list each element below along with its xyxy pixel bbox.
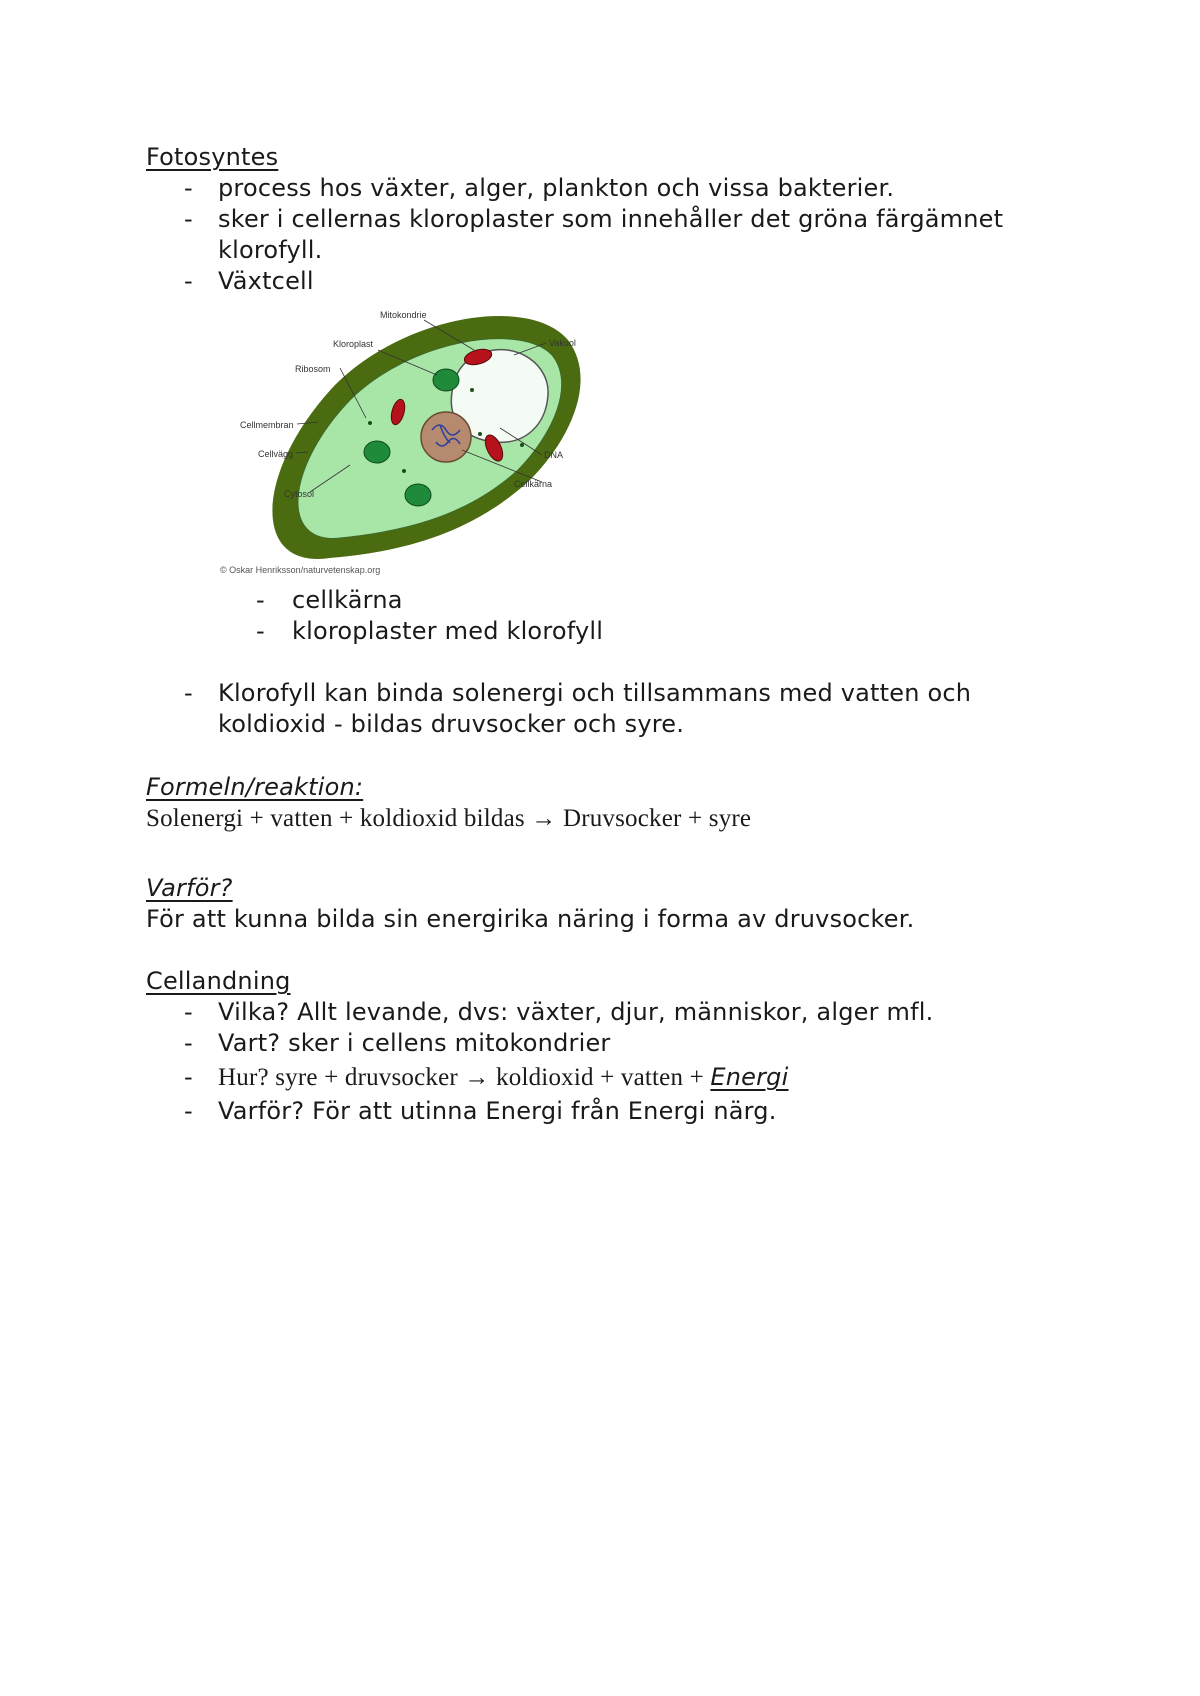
sub-bullet-cellkarna: cellkärna xyxy=(292,586,403,614)
bullet-vart: Vart? sker i cellens mitokondrier xyxy=(218,1029,611,1057)
bullet-dash: - xyxy=(184,998,193,1026)
bullet-dash: - xyxy=(256,586,265,614)
bullet-vilka: Vilka? Allt levande, dvs: växter, djur, människor, alger mfl. xyxy=(218,998,934,1026)
label-vakuol: Vakuol xyxy=(549,338,576,348)
label-dna: DNA xyxy=(544,450,564,460)
bullet-dash: - xyxy=(184,1029,193,1057)
image-credit: © Oskar Henriksson/naturvetenskap.org xyxy=(220,565,381,575)
label-mitokondrie: Mitokondrie xyxy=(380,310,427,320)
ribosome xyxy=(470,388,474,392)
label-ribosom: Ribosom xyxy=(295,364,331,374)
ribosome xyxy=(520,443,524,447)
bullet-klorofyll: Klorofyll kan binda solenergi och tillsammans med vatten och xyxy=(218,679,972,707)
bullet-varfor-energi: Varför? För att utinna Energi från Energi närg. xyxy=(218,1097,777,1125)
label-cellkarna: Cellkärna xyxy=(514,479,553,489)
bullet-dash: - xyxy=(256,617,265,645)
chloroplast xyxy=(405,484,431,506)
heading-formel: Formeln/reaktion: xyxy=(146,773,364,801)
bullet-dash: - xyxy=(184,1063,193,1091)
bullet-kloroplaster-cont: klorofyll. xyxy=(218,236,323,264)
label-kloroplast: Kloroplast xyxy=(333,339,374,349)
bullet-kloroplaster: sker i cellernas kloroplaster som innehåller det gröna färgämnet xyxy=(218,205,1004,233)
bullet-dash: - xyxy=(184,1097,193,1125)
bullet-hur-text: Hur? syre + druvsocker → koldioxid + vatten + xyxy=(218,1064,711,1091)
bullet-dash: - xyxy=(184,174,193,202)
bullet-hur-energi: Energi xyxy=(710,1063,789,1091)
plant-cell-diagram xyxy=(200,300,640,585)
heading-fotosyntes: Fotosyntes xyxy=(146,143,279,171)
chloroplast xyxy=(364,441,390,463)
ribosome xyxy=(478,432,482,436)
chloroplast xyxy=(433,369,459,391)
bullet-process: process hos växter, alger, plankton och vissa bakterier. xyxy=(218,174,895,202)
ribosome xyxy=(402,469,406,473)
formel-text: Solenergi + vatten + koldioxid bildas → Druvsocker + syre xyxy=(146,805,752,832)
bullet-dash: - xyxy=(184,205,193,233)
label-cellvagg: Cellvägg xyxy=(258,449,294,459)
heading-varfor: Varför? xyxy=(146,874,233,902)
bullet-dash: - xyxy=(184,679,193,707)
label-cytosol: Cytosol xyxy=(284,489,315,499)
varfor-text: För att kunna bilda sin energirika näring i forma av druvsocker. xyxy=(146,905,915,933)
bullet-dash: - xyxy=(184,267,193,295)
bullet-klorofyll-cont: koldioxid - bildas druvsocker och syre. xyxy=(218,710,685,738)
sub-bullet-kloroplaster: kloroplaster med klorofyll xyxy=(292,617,604,645)
ribosome xyxy=(368,421,372,425)
label-cellmembran: Cellmembran xyxy=(240,420,294,430)
bullet-hur xyxy=(218,1062,789,1093)
bullet-vaxtcell: Växtcell xyxy=(218,267,314,295)
heading-cellandning: Cellandning xyxy=(146,967,291,995)
